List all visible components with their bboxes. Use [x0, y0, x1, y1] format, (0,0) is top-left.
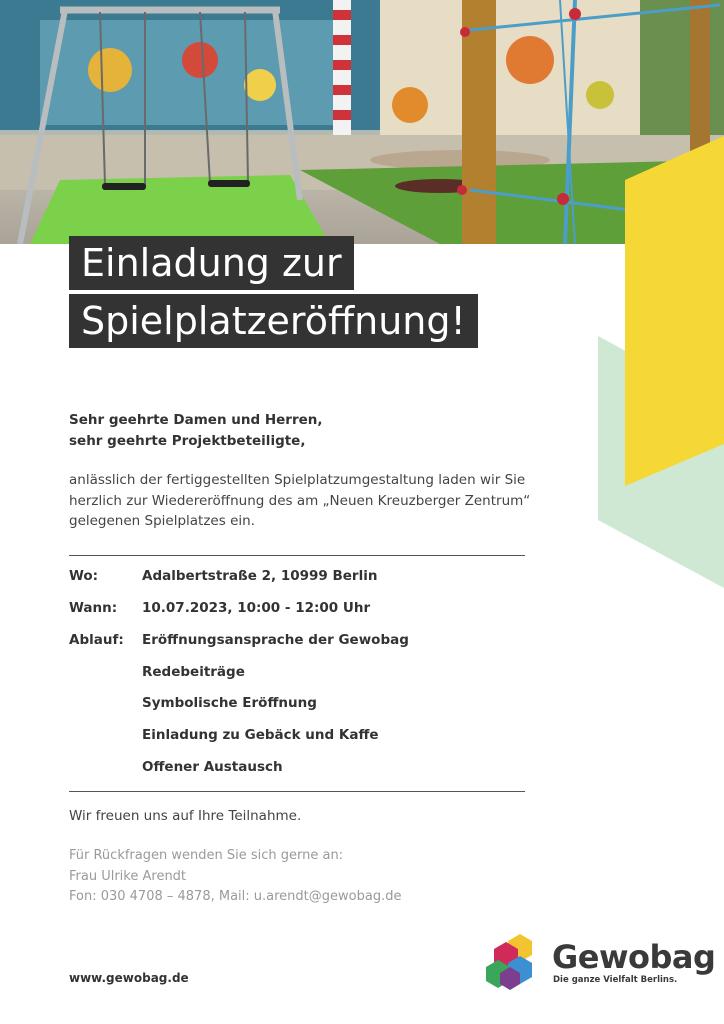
agenda-item: Einladung zu Gebäck und Kaffe — [142, 727, 379, 743]
when-value: 10.07.2023, 10:00 - 12:00 Uhr — [142, 600, 371, 616]
agenda-item: Eröffnungsansprache der Gewobag — [142, 632, 409, 648]
intro-line-3: gelegenen Spielplatzes ein. — [69, 513, 255, 529]
greeting — [69, 410, 323, 452]
where-label: Wo: — [69, 568, 99, 584]
greeting-line-2: sehr geehrte Projektbeteiligte, — [69, 433, 306, 449]
contact-line-1: Für Rückfragen wenden Sie sich gerne an: — [69, 848, 344, 863]
gewobag-logo-icon — [484, 930, 546, 994]
agenda-label: Ablauf: — [69, 632, 124, 648]
divider-bottom — [69, 791, 525, 792]
intro-paragraph — [69, 470, 539, 532]
contact-phone-mail: Fon: 030 4708 – 4878, Mail: u.arendt@gewobag.de — [69, 889, 402, 904]
intro-line-1: anlässlich der fertiggestellten Spielplatzumgestaltung laden wir Sie — [69, 472, 526, 488]
agenda-item: Redebeiträge — [142, 664, 245, 680]
contact-name: Frau Ulrike Arendt — [69, 868, 187, 884]
page-title-line-2: Spielplatzeröffnung! — [69, 294, 478, 348]
website-link[interactable]: www.gewobag.de — [69, 971, 189, 985]
intro-line-2: herzlich zur Wiedereröffnung des am „Neuen Kreuzberger Zentrum“ — [69, 492, 531, 509]
logo-name: Gewobag — [552, 938, 716, 976]
agenda-item: Symbolische Eröffnung — [142, 695, 317, 711]
where-value: Adalbertstraße 2, 10999 Berlin — [142, 568, 378, 584]
agenda-item: Offener Austausch — [142, 759, 283, 775]
divider-top — [69, 555, 525, 556]
when-label: Wann: — [69, 600, 118, 616]
closing-text: Wir freuen uns auf Ihre Teilnahme. — [69, 808, 302, 824]
greeting-line-1: Sehr geehrte Damen und Herren, — [69, 412, 323, 428]
contact-block — [69, 846, 401, 908]
page-title-line-1: Einladung zur — [69, 236, 354, 290]
logo-tagline: Die ganze Vielfalt Berlins. — [553, 975, 678, 985]
